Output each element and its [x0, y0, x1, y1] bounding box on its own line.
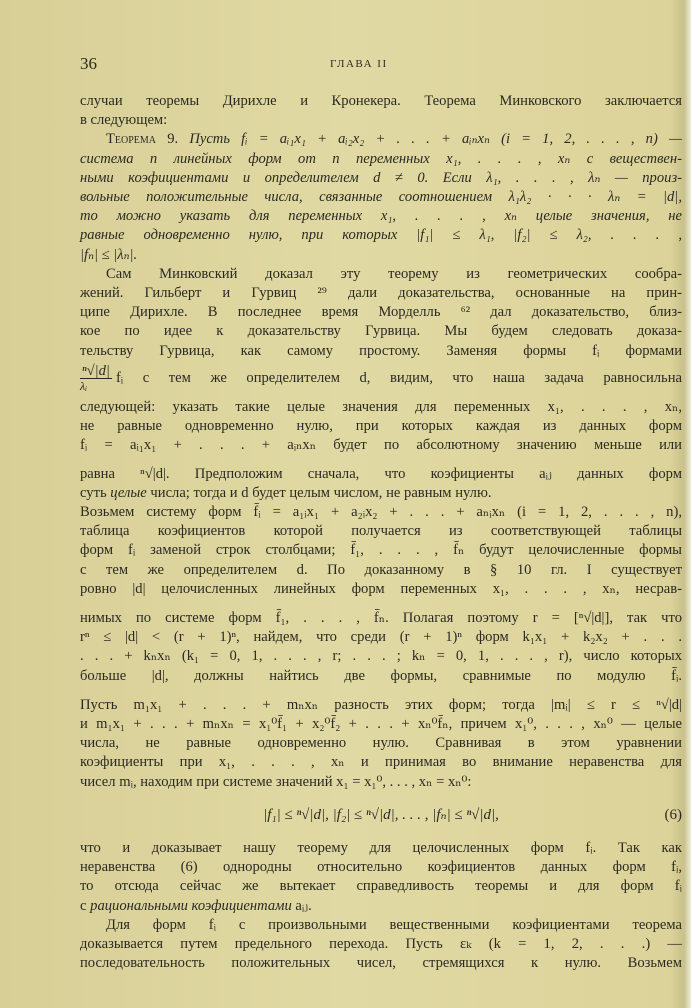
text-span: и m₁x₁ + . . . + mₙxₙ = x₁⁰f̄₁ + x₂⁰f̄₂ + . . . + xₙ⁰f̄ₙ, причем x₁⁰, . . . , xₙ⁰ — целые — [80, 716, 682, 732]
text-span: fᵢ = aᵢ₁x₁ + . . . + aᵢₙxₙ будет по абсолютному значению меньше или — [80, 437, 682, 454]
text-line — [80, 857, 682, 877]
text-line — [80, 772, 682, 792]
formula-text: |f₁| ≤ ⁿ√|d|, |f₂| ≤ ⁿ√|d|, . . . , |fₙ| ≤ ⁿ√|d|, — [263, 806, 499, 823]
text-span: с тем же определителем d. По доказанному в § 10 гл. I существует — [80, 561, 682, 578]
text-line — [80, 695, 682, 715]
text-span: Для форм fᵢ с произвольными вещественными коэфициентами теорема — [106, 916, 682, 933]
text-span: жений. Гильберт и Гурвиц ²⁹ дали доказательства, основанные на прин- — [80, 285, 682, 301]
text-span: числа; тогда и d будет целым числом, не равным нулю. — [146, 484, 492, 501]
text-span: то можно указать для переменных x₁, . . . , xₙ целые значения, не — [80, 208, 682, 225]
text-line — [80, 579, 682, 599]
text-line — [80, 187, 682, 207]
text-line — [80, 483, 682, 503]
text-span: рациональными коэфициентами — [90, 897, 292, 914]
text-line — [80, 646, 682, 666]
text-line — [80, 752, 682, 772]
text-line — [80, 915, 682, 935]
text-line — [80, 560, 682, 580]
text-line — [80, 608, 682, 628]
text-span: кое по идее к доказательству Гурвица. Мы будем следовать доказа- — [80, 323, 682, 340]
text-line — [80, 416, 682, 436]
text-span: fᵢ с тем же определителем d, видим, что наша задача равносильна — [115, 369, 682, 386]
text-line — [80, 361, 682, 395]
text-line — [80, 714, 682, 734]
text-span: Возьмем систему форм f̄ᵢ = a₁ᵢx₁ + a₂ᵢx₂ + . . . + aₙᵢxₙ (i = 1, 2, . . . , n), — [80, 504, 682, 520]
text-span: система n линейных форм от n переменных x₁, . . . , xₙ с веществен- — [80, 150, 682, 167]
text-line — [80, 321, 682, 341]
text-span: . . . + kₙxₙ (k₁ = 0, 1, . . . , r; . . . ; kₙ = 0, 1, . . . , r), число которых — [80, 648, 682, 665]
text-span: форм fᵢ заменой строк столбцами; f̄₁, . . . , f̄ₙ будут целочисленные формы — [80, 542, 682, 559]
text-line — [80, 435, 682, 455]
page-number: 36 — [80, 54, 97, 73]
text-span: числа, не равные одновременно нулю. Сравнивая в этом уравнении — [80, 735, 682, 752]
text-span: случаи теоремы Дирихле и Кронекера. Теорема Минковского заключается — [80, 93, 682, 109]
text-line — [80, 733, 682, 753]
text-line — [80, 91, 682, 111]
text-span: равна ⁿ√|d|. Предположим сначала, что коэфициенты aᵢⱼ данных форм — [80, 465, 682, 482]
text-span: что и доказывает нашу теорему для целочисленных форм fᵢ. Так как — [80, 840, 682, 856]
text-line — [80, 397, 682, 417]
text-span: вольные положительные числа, связанные соотношением λ₁λ₂ · · · λₙ = |d|, — [80, 189, 682, 205]
text-line — [80, 225, 682, 245]
text-line — [80, 876, 682, 896]
text-span: не равные одновременно нулю, при которых каждая из данных форм — [80, 418, 682, 435]
text-line — [80, 341, 682, 361]
text-line — [80, 502, 682, 522]
text-span: таблица коэфициентов которой получается из соответствующей таблицы — [80, 523, 682, 540]
text-line — [80, 521, 682, 541]
text-span: тельству Гурвица, как самому простому. Заменяя формы fᵢ формами — [80, 342, 682, 359]
text-span: суть — [80, 484, 111, 501]
text-span: неравенства (6) однородны относительно коэфициентов данных форм fᵢ, — [80, 859, 682, 876]
text-span: Сам Минковский доказал эту теорему из геометрических сообра- — [106, 265, 682, 282]
text-line — [80, 206, 682, 226]
text-span: aᵢⱼ. — [291, 897, 312, 914]
text-line — [80, 627, 682, 647]
text-line — [80, 953, 682, 973]
text-span: следующей: указать такие целые значения для переменных x₁, . . . , xₙ, — [80, 399, 682, 415]
equation-number: (6) — [664, 806, 682, 823]
text-line — [80, 283, 682, 303]
text-span: коэфициенты при x₁, . . . , xₙ и принимая во внимание неравенства для — [80, 754, 682, 771]
text-span: ными коэфициентами и определителем d ≠ 0. Если λ₁, . . . , λₙ — произ- — [80, 169, 682, 186]
text-span: rⁿ ≤ |d| < (r + 1)ⁿ, найдем, что среди (r + 1)ⁿ форм k₁x₁ + k₂x₂ + . . . — [80, 629, 682, 646]
text-span: в следующем: — [80, 112, 168, 129]
text-span: нимых по системе форм f̄₁, . . . , f̄ₙ. Полагая поэтому r = [ⁿ√|d|], так что — [80, 610, 682, 626]
running-head: ГЛАВА II — [330, 58, 388, 70]
text-span: |fₙ| ≤ |λₙ|. — [80, 246, 138, 263]
text-line — [80, 302, 682, 322]
text-span: Пусть m₁x₁ + . . . + mₙxₙ разность этих форм; тогда |mᵢ| ≤ r ≤ ⁿ√|d| — [80, 696, 682, 713]
fraction — [80, 364, 112, 393]
text-span: чисел mᵢ, находим при системе значений x₁ = x₁⁰, . . . , xₙ = xₙ⁰: — [80, 773, 472, 790]
text-line — [80, 264, 682, 284]
text-line — [80, 838, 682, 858]
text-line — [80, 896, 682, 916]
text-line — [80, 245, 682, 265]
text-span: последовательность положительных чисел, стремящихся к нулю. Возьмем — [80, 955, 682, 972]
fraction-numerator: ⁿ√|d| — [82, 362, 110, 379]
text-line — [80, 110, 682, 130]
theorem-label: Теорема 9. — [106, 131, 190, 148]
text-span: доказывается путем предельного перехода. Пусть εₖ (k = 1, 2, . . .) — — [80, 936, 682, 952]
text-span: ровно |d| целочисленных линейных форм переменных x₁, . . . , xₙ, несрав- — [80, 580, 682, 597]
text-line — [80, 129, 682, 149]
text-span: то отсюда сейчас же вытекает справедливость теоремы и для форм fᵢ — [80, 878, 682, 895]
text-span: Пусть fᵢ = aᵢ₁x₁ + aᵢ₂x₂ + . . . + aᵢₙxₙ (i = 1, 2, . . . , n) — — [189, 131, 682, 148]
text-line — [80, 464, 682, 484]
text-span: равные одновременно нулю, при которых |f₁| ≤ λ₁, |f₂| ≤ λ₂, . . . , — [80, 227, 682, 244]
text-line — [80, 540, 682, 560]
fraction-denominator: λᵢ — [80, 378, 88, 393]
display-formula — [80, 803, 682, 827]
text-line — [80, 934, 682, 954]
text-line — [80, 666, 682, 686]
text-span: больше |d|, должны найтись две формы, сравнимые по модулю f̄ᵢ. — [80, 667, 682, 684]
text-line — [80, 168, 682, 188]
text-span: ципе Дирихле. В последнее время Морделль ⁶² дал доказательство, близ- — [80, 304, 682, 321]
text-span: целые — [110, 484, 147, 501]
text-span: с — [80, 897, 91, 914]
text-line — [80, 149, 682, 169]
